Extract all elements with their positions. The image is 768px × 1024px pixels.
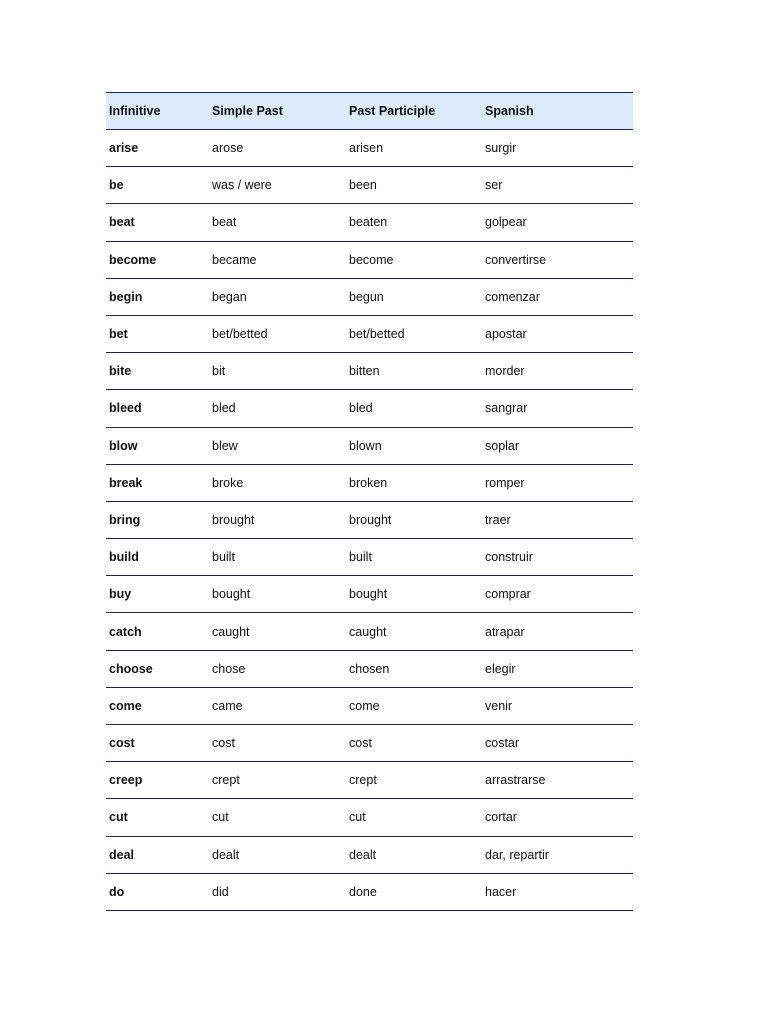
simple-past-cell: broke	[209, 464, 346, 501]
infinitive-cell: choose	[106, 650, 209, 687]
past-participle-cell: bet/betted	[346, 315, 482, 352]
infinitive-cell: build	[106, 539, 209, 576]
infinitive-cell: be	[106, 167, 209, 204]
header-row	[106, 93, 633, 130]
header-simple-past: Simple Past	[209, 93, 346, 130]
spanish-cell: soplar	[482, 427, 633, 464]
infinitive-cell: cut	[106, 799, 209, 836]
table-row	[106, 353, 633, 390]
simple-past-cell: bought	[209, 576, 346, 613]
spanish-cell: cortar	[482, 799, 633, 836]
past-participle-cell: crept	[346, 762, 482, 799]
past-participle-cell: cut	[346, 799, 482, 836]
infinitive-cell: bet	[106, 315, 209, 352]
past-participle-cell: been	[346, 167, 482, 204]
table-row	[106, 725, 633, 762]
simple-past-cell: cost	[209, 725, 346, 762]
spanish-cell: arrastrarse	[482, 762, 633, 799]
past-participle-cell: bitten	[346, 353, 482, 390]
table-row	[106, 130, 633, 167]
past-participle-cell: built	[346, 539, 482, 576]
table-row	[106, 873, 633, 910]
infinitive-cell: deal	[106, 836, 209, 873]
spanish-cell: convertirse	[482, 241, 633, 278]
simple-past-cell: caught	[209, 613, 346, 650]
table-row	[106, 501, 633, 538]
spanish-cell: venir	[482, 687, 633, 724]
table-row	[106, 278, 633, 315]
past-participle-cell: begun	[346, 278, 482, 315]
table-header	[106, 93, 633, 130]
spanish-cell: romper	[482, 464, 633, 501]
header-spanish: Spanish	[482, 93, 633, 130]
infinitive-cell: arise	[106, 130, 209, 167]
simple-past-cell: began	[209, 278, 346, 315]
table-row	[106, 762, 633, 799]
past-participle-cell: brought	[346, 501, 482, 538]
simple-past-cell: came	[209, 687, 346, 724]
past-participle-cell: bled	[346, 390, 482, 427]
past-participle-cell: become	[346, 241, 482, 278]
spanish-cell: dar, repartir	[482, 836, 633, 873]
table-row	[106, 576, 633, 613]
simple-past-cell: chose	[209, 650, 346, 687]
table-row	[106, 836, 633, 873]
infinitive-cell: catch	[106, 613, 209, 650]
spanish-cell: construir	[482, 539, 633, 576]
spanish-cell: sangrar	[482, 390, 633, 427]
table-row	[106, 315, 633, 352]
table-body	[106, 130, 633, 911]
past-participle-cell: blown	[346, 427, 482, 464]
table-row	[106, 650, 633, 687]
simple-past-cell: beat	[209, 204, 346, 241]
simple-past-cell: bled	[209, 390, 346, 427]
simple-past-cell: bit	[209, 353, 346, 390]
spanish-cell: ser	[482, 167, 633, 204]
simple-past-cell: crept	[209, 762, 346, 799]
simple-past-cell: cut	[209, 799, 346, 836]
simple-past-cell: was / were	[209, 167, 346, 204]
header-past-participle: Past Participle	[346, 93, 482, 130]
infinitive-cell: bite	[106, 353, 209, 390]
simple-past-cell: brought	[209, 501, 346, 538]
infinitive-cell: buy	[106, 576, 209, 613]
table-row	[106, 390, 633, 427]
past-participle-cell: bought	[346, 576, 482, 613]
spanish-cell: comenzar	[482, 278, 633, 315]
header-infinitive: Infinitive	[106, 93, 209, 130]
simple-past-cell: built	[209, 539, 346, 576]
infinitive-cell: cost	[106, 725, 209, 762]
infinitive-cell: bleed	[106, 390, 209, 427]
spanish-cell: surgir	[482, 130, 633, 167]
spanish-cell: hacer	[482, 873, 633, 910]
table-row	[106, 539, 633, 576]
infinitive-cell: do	[106, 873, 209, 910]
spanish-cell: elegir	[482, 650, 633, 687]
infinitive-cell: bring	[106, 501, 209, 538]
simple-past-cell: arose	[209, 130, 346, 167]
past-participle-cell: caught	[346, 613, 482, 650]
simple-past-cell: dealt	[209, 836, 346, 873]
table-row	[106, 613, 633, 650]
simple-past-cell: bet/betted	[209, 315, 346, 352]
table-row	[106, 464, 633, 501]
table-row	[106, 799, 633, 836]
past-participle-cell: arisen	[346, 130, 482, 167]
spanish-cell: golpear	[482, 204, 633, 241]
simple-past-cell: became	[209, 241, 346, 278]
infinitive-cell: begin	[106, 278, 209, 315]
past-participle-cell: broken	[346, 464, 482, 501]
table-row	[106, 687, 633, 724]
table-row	[106, 427, 633, 464]
spanish-cell: atrapar	[482, 613, 633, 650]
infinitive-cell: break	[106, 464, 209, 501]
infinitive-cell: creep	[106, 762, 209, 799]
table-row	[106, 167, 633, 204]
past-participle-cell: cost	[346, 725, 482, 762]
infinitive-cell: become	[106, 241, 209, 278]
irregular-verbs-table	[106, 92, 633, 911]
simple-past-cell: blew	[209, 427, 346, 464]
past-participle-cell: come	[346, 687, 482, 724]
spanish-cell: costar	[482, 725, 633, 762]
table-row	[106, 241, 633, 278]
spanish-cell: traer	[482, 501, 633, 538]
spanish-cell: morder	[482, 353, 633, 390]
spanish-cell: comprar	[482, 576, 633, 613]
infinitive-cell: come	[106, 687, 209, 724]
table-row	[106, 204, 633, 241]
past-participle-cell: chosen	[346, 650, 482, 687]
infinitive-cell: blow	[106, 427, 209, 464]
simple-past-cell: did	[209, 873, 346, 910]
infinitive-cell: beat	[106, 204, 209, 241]
past-participle-cell: dealt	[346, 836, 482, 873]
past-participle-cell: done	[346, 873, 482, 910]
spanish-cell: apostar	[482, 315, 633, 352]
past-participle-cell: beaten	[346, 204, 482, 241]
